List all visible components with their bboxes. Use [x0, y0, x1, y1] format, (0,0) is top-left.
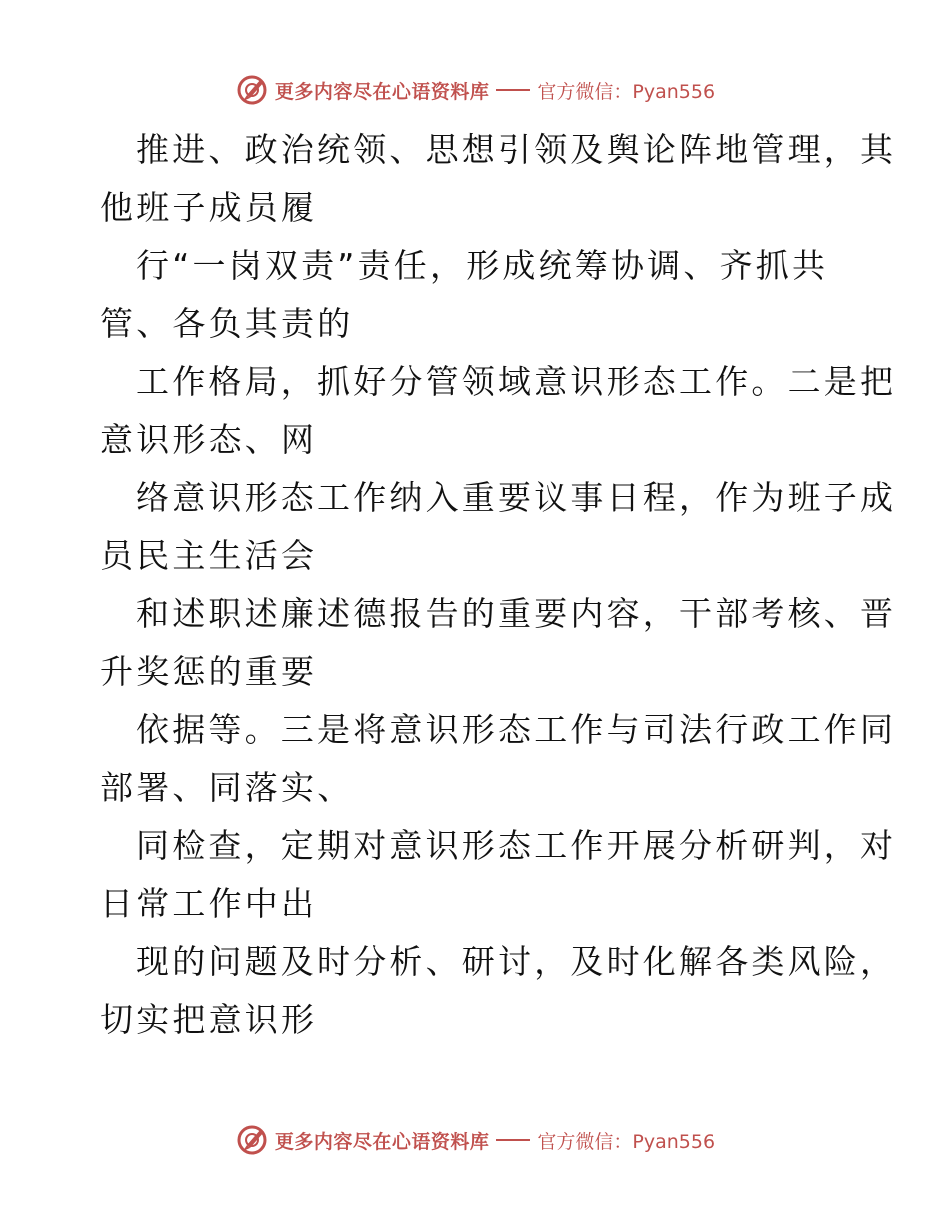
watermark-dash [496, 1139, 530, 1141]
body-line: 现的问题及时分析、研讨，及时化解各类风险， [136, 942, 897, 981]
body-line: 依据等。三是将意识形态工作与司法行政工作同 [136, 710, 897, 749]
body-line: 和述职述廉述德报告的重要内容，干部考核、晋 [136, 594, 897, 633]
body-line: 同检查，定期对意识形态工作开展分析研判，对 [136, 826, 897, 865]
body-line: 意识形态、网 [100, 420, 318, 459]
pen-nib-circle-icon [235, 73, 269, 107]
body-line: 升奖惩的重要 [100, 652, 318, 691]
body-line: 行“一岗双责”责任，形成统筹协调、齐抓共 [136, 246, 829, 285]
body-line: 推进、政治统领、思想引领及舆论阵地管理，其 [136, 130, 897, 169]
body-line: 员民主生活会 [100, 536, 318, 575]
pen-nib-circle-icon [235, 1123, 269, 1157]
watermark-dash [496, 89, 530, 91]
body-line: 管、各负其责的 [100, 304, 354, 343]
body-line: 部署、同落实、 [100, 768, 354, 807]
body-line: 工作格局，抓好分管领域意识形态工作。二是把 [136, 362, 897, 401]
body-line: 日常工作中出 [100, 884, 318, 923]
watermark-contact-text: 官方微信：Pyan556 [537, 80, 716, 103]
watermark-contact-text: 官方微信：Pyan556 [537, 1130, 716, 1153]
watermark-brand-text: 更多内容尽在心语资料库 [274, 80, 490, 103]
body-line: 他班子成员履 [100, 188, 318, 227]
body-line: 切实把意识形 [100, 1000, 318, 1039]
header-watermark [0, 70, 950, 110]
body-line: 络意识形态工作纳入重要议事日程，作为班子成 [136, 478, 897, 517]
footer-watermark [0, 1120, 950, 1160]
watermark-brand-text: 更多内容尽在心语资料库 [274, 1130, 490, 1153]
document-body [100, 121, 897, 1049]
